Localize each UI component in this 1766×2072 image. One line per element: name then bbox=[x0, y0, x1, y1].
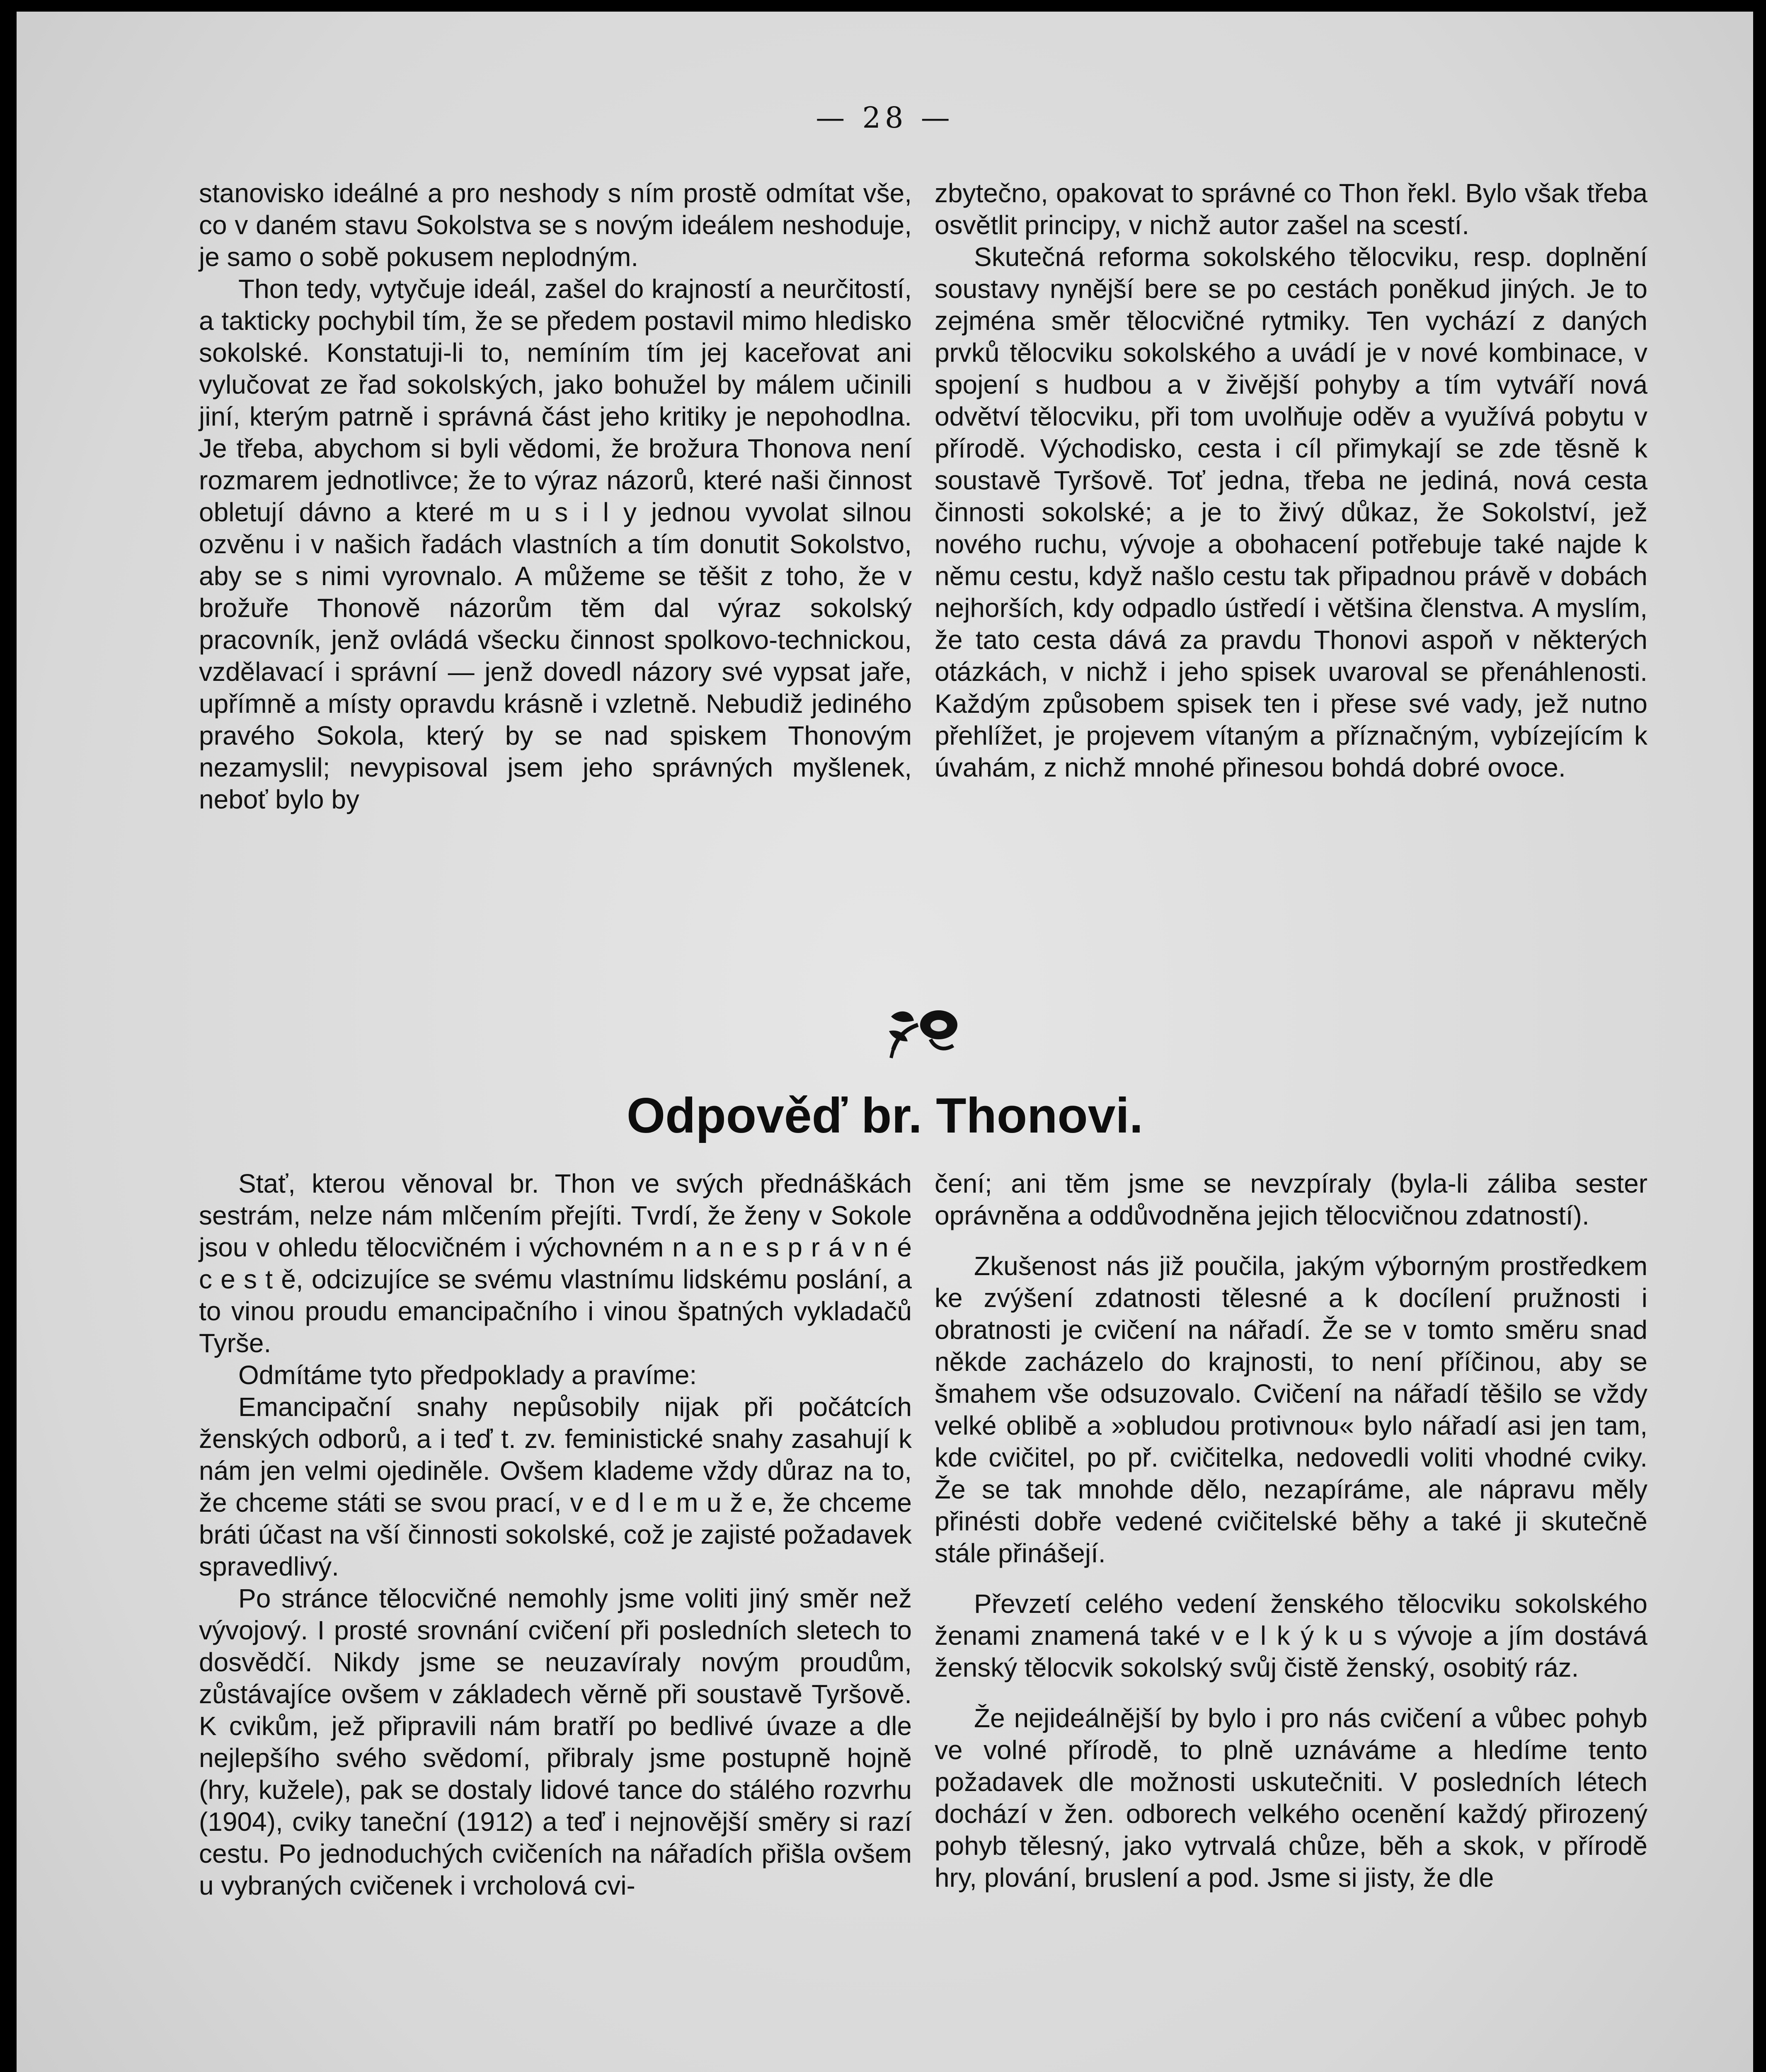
article-continuation-left-column bbox=[199, 177, 912, 816]
paragraph: zbytečno, opakovat to správné co Thon řekl. Bylo však třeba osvětlit principy, v nichž autor zašel na scestí. bbox=[935, 178, 1647, 240]
reply-left-column bbox=[199, 1168, 912, 1902]
floral-ornament-icon bbox=[881, 1000, 964, 1062]
paragraph: Odmítáme tyto předpoklady a pravíme: bbox=[238, 1360, 697, 1390]
paragraph: Převzetí celého vedení ženského tělocviku sokolského ženami znamená také v e l k ý k u s vývoje a jím dostává ženský tělocvik sokolský svůj čistě ženský, osobitý ráz. bbox=[935, 1589, 1647, 1682]
page-number: — 28 — bbox=[816, 101, 954, 135]
paragraph: čení; ani těm jsme se nevzpíraly (byla-li záliba sester oprávněna a oddůvodněna jejich tělocvičnou zdatností). bbox=[935, 1169, 1647, 1230]
paragraph: Thon tedy, vytyčuje ideál, zašel do krajností a neurčitostí, a takticky pochybil tím, že se předem postavil mimo hledisko sokolské. Konstatuji-li to, nemíním tím jej kaceřovat ani vylučovat ze řad sokolských, jako bohužel by málem učinili jiní, kterým patrně i správná část jeho kritiky je nepohodlna. Je třeba, abychom si byli vědomi, že brožura Thonova není rozmarem jednotlivce; že to výraz názorů, které naši činnost obletují dávno a které m u s i l y jednou vyvolat silnou ozvěnu i v našich řadách vlastních a tím donutit Sokolstvo, aby se s nimi vyrovnalo. A můžeme se těšit z toho, že v brožuře Thonově názorům těm dal výraz sokolský pracovník, jenž ovládá všecku činnost spolkovo-technickou, vzdělavací i správní — jenž dovedl názory své vypsat jaře, upřímně a místy opravdu krásně i vzletně. Nebudiž jediného pravého Sokola, který by se nad spiskem Thonovým nezamyslil; nevypisoval jsem jeho správných myšlenek, neboť bylo by bbox=[199, 274, 912, 814]
scanned-page bbox=[17, 12, 1753, 2072]
paragraph: Po stránce tělocvičné nemohly jsme voliti jiný směr než vývojový. I prosté srovnání cvičení při posledních sletech to dosvědčí. Nikdy jsme se neuzavíraly novým proudům, zůstávajíce ovšem v základech věrně při soustavě Tyršově. K cvikům, jež připravili nám bratří po bedlivé úvaze a dle nejlepšího svého svědomí, přibraly jsme postupně hojně (hry, kuželе), pak se dostaly lidové tance do stálého rozvrhu (1904), cviky taneční (1912) a teď i nejnovější směry si razí cestu. Po jednoduchých cvičeních na nářadích přišla ovšem u vybraných cvičenek i vrcholová cvi- bbox=[199, 1583, 912, 1900]
paragraph: Emancipační snahy nepůsobily nijak při počátcích ženských odborů, a i teď t. zv. feministické snahy zasahují k nám jen velmi ojediněle. Ovšem klademe vždy důraz na to, že chceme státi se svou prací, v e d l e m u ž e, že chceme bráti účast na vší činnosti sokolské, což je zajisté požadavek spravedlivý. bbox=[199, 1392, 912, 1581]
paragraph: Stať, kterou věnoval br. Thon ve svých přednáškách sestrám, nelze nám mlčením přejíti. Tvrdí, že ženy v Sokole jsou v ohledu tělocvičném i výchovném n a n e s p r á v n é c e s t ě, odcizujíce se svému vlastnímu lidskému poslání, a to vinou proudu emancipačního i vinou špatných vykladačů Tyrše. bbox=[199, 1169, 912, 1358]
paragraph: stanovisko ideálné a pro neshody s ním prostě odmítat vše, co v daném stavu Sokolstva se s novým ideálem neshoduje, je samo o sobě pokusem neplodným. bbox=[199, 178, 912, 272]
section-title: Odpověď br. Thonovi. bbox=[626, 1088, 1143, 1143]
paragraph: Zkušenost nás již poučila, jakým výborným prostředkem ke zvýšení zdatnosti tělesné a k docílení pružnosti i obratnosti je cvičení na nářadí. Že se v tomto směru snad někde zacházelo do krajnosti, to není příčinou, aby se šmahem vše odsuzovalo. Cvičení na nářadí těšilo se vždy velké oblibě a »obludou protivnou« bylo nářadí asi jen tam, kde cvičitel, po př. cvičitelka, nedovedli voliti vhodné cviky. Že se tak mnohde dělo, nezapíráme, ale nápravu měly přinésti dobře vedené cvičitelské běhy a také ji skutečně stále přinášejí. bbox=[935, 1251, 1647, 1568]
article-continuation-right-column bbox=[935, 177, 1647, 784]
paragraph: Že nejideálnější by bylo i pro nás cvičení a vůbec pohyb ve volné přírodě, to plně uznáváme a hledíme tento požadavek dle možnosti uskutečniti. V posledních létech dochází v žen. odborech velkého ocenění každý přirozený pohyb tělesný, jako vytrvalá chůze, běh a skok, v přírodě hry, plování, bruslení a pod. Jsme si jisty, že dle bbox=[935, 1703, 1647, 1893]
paragraph: Skutečná reforma sokolského tělocviku, resp. doplnění soustavy nynější bere se po cestách poněkud jiných. Je to zejména směr tělocvičné rytmiky. Ten vychází z daných prvků tělocviku sokolského a uvádí je v nové kombinace, v spojení s hudbou a v živější pohyby a tím vytváří nová odvětví tělocviku, při tom uvolňuje oděv a využívá pobytu v přírodě. Východisko, cesta i cíl přimykají se zde těsně k soustavě Tyršově. Toť jedna, třeba ne jediná, nová cesta činnosti sokolské; a je to živý důkaz, že Sokolství, jež nového ruchu, vývoje a obohacení potřebuje také najde k němu cestu, když našlo cestu tak připadnou právě v dobách nejhorších, kdy odpadlo ústředí i většina členstva. A myslím, že tato cesta dává za pravdu Thonovi aspoň v některých otázkách, v nichž i jeho spisek uvaroval se přenáhlenosti. Každým způsobem spisek ten i přese své vady, jež nutno přehlížet, je projevem vítaným a příznačným, vybízejícím k úvahám, z nichž mnohé přinesou bohdá dobré ovoce. bbox=[935, 242, 1647, 782]
reply-right-column bbox=[935, 1168, 1647, 1894]
